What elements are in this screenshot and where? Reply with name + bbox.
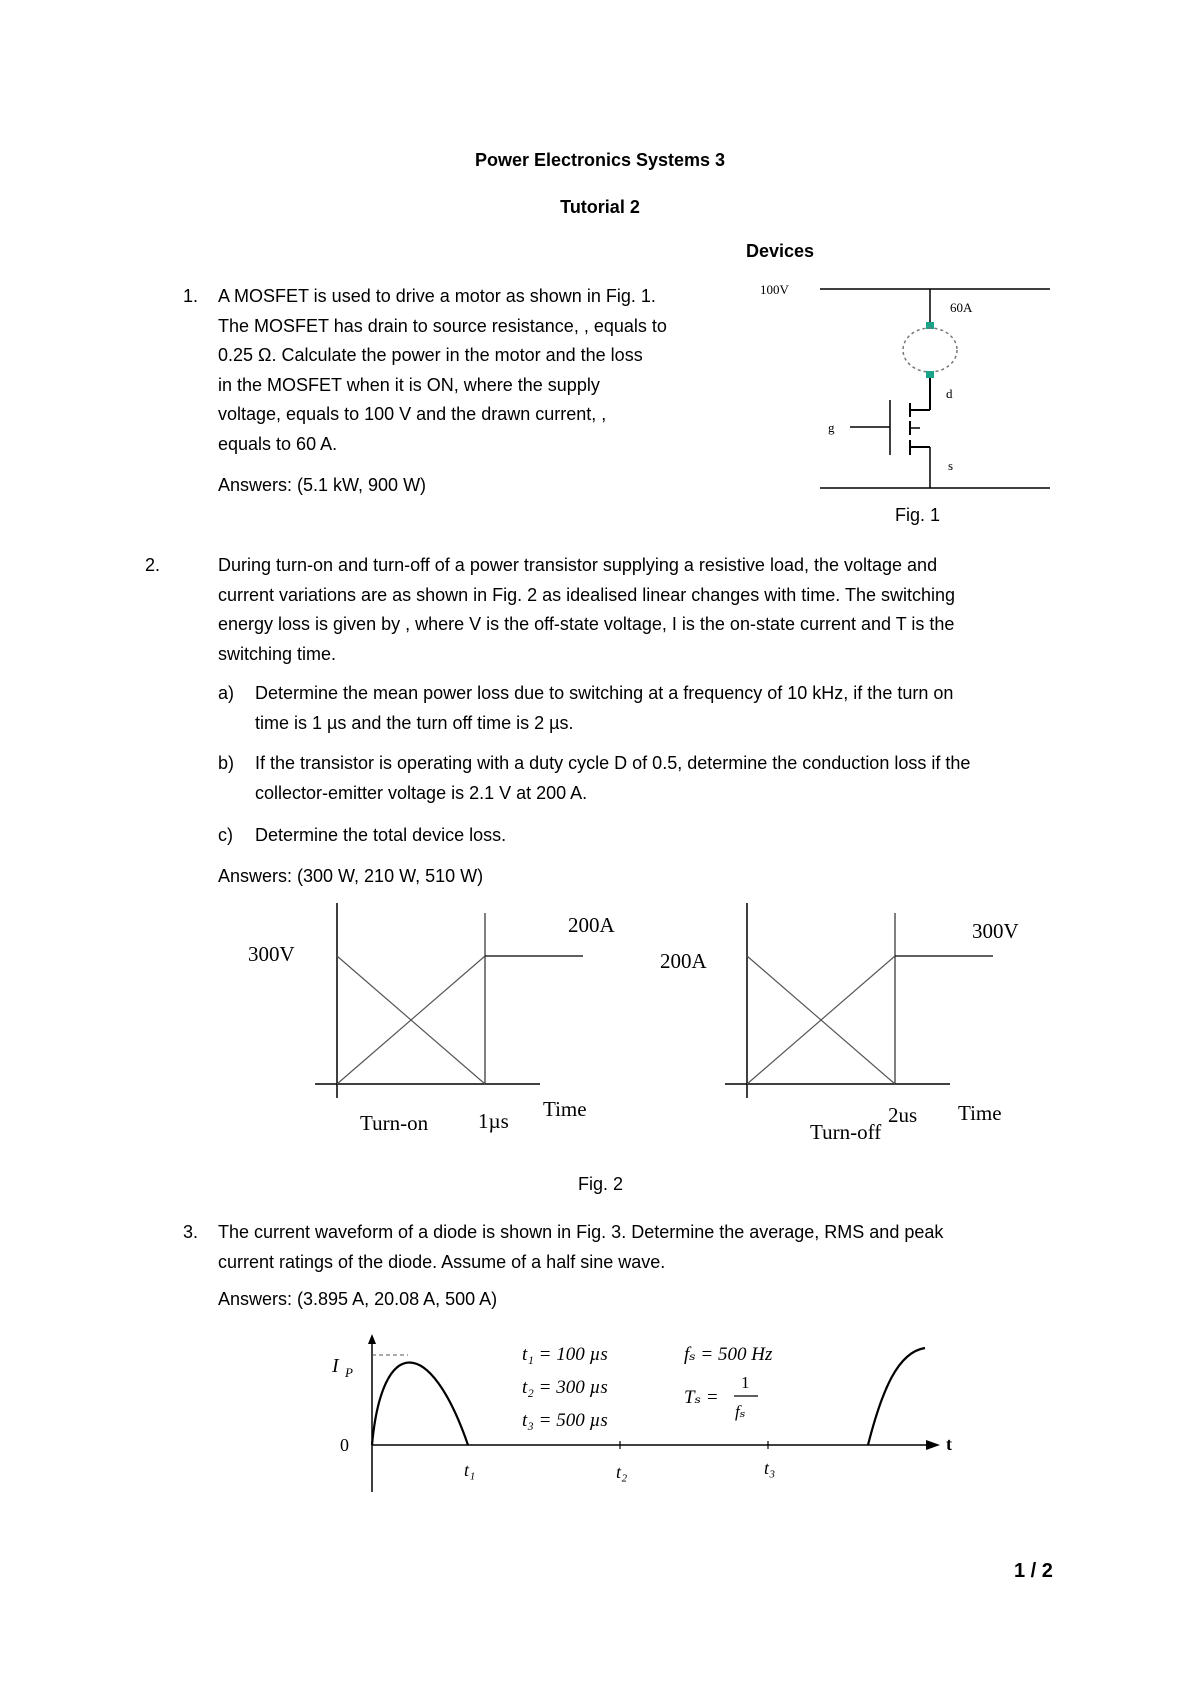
q2a-line: time is 1 µs and the turn off time is 2 µs. [255, 712, 574, 733]
ts-denominator: fₛ [735, 1402, 746, 1421]
fig2-turn-on [240, 898, 615, 1148]
motor-terminal-bottom [926, 371, 934, 378]
event-label: Turn-on [360, 1111, 429, 1135]
t3-tick-label: t₃ [764, 1458, 776, 1478]
axis-label: t [946, 1434, 952, 1454]
t1-tick-label: t₁ [464, 1460, 476, 1480]
q2-line: current variations are as shown in Fig. 2 as idealised linear changes with time. The switching [218, 584, 956, 605]
fs-equation: fₛ = 500 Hz [684, 1344, 773, 1365]
motor-symbol [903, 328, 957, 372]
fig2-caption: Fig. 2 [578, 1174, 624, 1194]
fig1-circuit [750, 275, 1060, 505]
q2c-label: c) [218, 825, 233, 845]
q3-line: current ratings of the diode. Assume of a half sine wave. [218, 1251, 666, 1272]
page-number: 1 / 2 [1014, 1560, 1053, 1582]
ts-numerator: 1 [741, 1373, 750, 1392]
t1-equation: t₁ = 100 µs [522, 1344, 608, 1365]
current-label: 200A [660, 949, 707, 973]
time-value-label: 2us [888, 1103, 918, 1127]
q2b-label: b) [218, 753, 235, 773]
q1-line: A MOSFET is used to drive a motor as shown in Fig. 1. [218, 286, 656, 306]
current-label: 60A [950, 300, 973, 315]
q2-line: energy loss is given by , where V is the off-state voltage, I is the on-state current and T is the [218, 614, 955, 634]
q2a-label: a) [218, 683, 235, 703]
q1-line: voltage, equals to 100 V and the drawn current, , [218, 404, 607, 424]
peak-label: I [332, 1355, 339, 1377]
zero-label: 0 [340, 1435, 349, 1455]
q2c-text [255, 821, 1070, 851]
peak-subscript: P [345, 1365, 353, 1380]
q1-line: The MOSFET has drain to source resistance, , equals to [218, 315, 667, 336]
next-pulse [868, 1348, 925, 1445]
q3-number: 3. [183, 1222, 199, 1242]
fig3-waveform [320, 1330, 960, 1500]
event-label: Turn-off [810, 1120, 882, 1144]
q2b-text [255, 749, 1070, 808]
q1-text [218, 282, 714, 459]
ts-equation-lhs: Tₛ = [684, 1387, 719, 1408]
q2-line: switching time. [218, 643, 337, 664]
t3-equation: t₃ = 500 µs [522, 1410, 608, 1431]
source-label: s [948, 458, 954, 473]
q2-answers: Answers: (300 W, 210 W, 510 W) [218, 866, 484, 886]
section-heading: Devices [746, 241, 815, 261]
y-axis-arrow [368, 1334, 376, 1344]
time-label: Time [958, 1101, 1002, 1125]
q2c-line: Determine the total device loss. [255, 825, 507, 845]
q1-answers: Answers: (5.1 kW, 900 W) [218, 475, 427, 495]
voltage-label: 300V [248, 942, 295, 966]
q2-line: During turn-on and turn-off of a power transistor supplying a resistive load, the voltage and [218, 555, 938, 575]
supply-label: 100V [760, 282, 789, 297]
time-value-label: 1µs [478, 1109, 509, 1133]
t2-equation: t₂ = 300 µs [522, 1377, 608, 1398]
drain-label: d [946, 386, 953, 401]
fig1-caption: Fig. 1 [895, 505, 941, 525]
half-sine-pulse [372, 1363, 468, 1446]
q2a-line: Determine the mean power loss due to switching at a frequency of 10 kHz, if the turn on [255, 683, 954, 703]
gate-label: g [828, 420, 835, 435]
page-subtitle: Tutorial 2 [560, 197, 640, 217]
current-label: 200A [568, 913, 615, 937]
q3-line: The current waveform of a diode is shown in Fig. 3. Determine the average, RMS and peak [218, 1222, 944, 1242]
q1-number: 1. [183, 286, 199, 306]
q1-line: in the MOSFET when it is ON, where the supply [218, 374, 600, 395]
q2-number: 2. [145, 555, 161, 575]
q3-text [218, 1218, 1070, 1277]
q3-answers: Answers: (3.895 A, 20.08 A, 500 A) [218, 1289, 498, 1309]
t2-tick-label: t₂ [616, 1462, 628, 1482]
time-label: Time [543, 1097, 587, 1121]
q2b-line: If the transistor is operating with a duty cycle D of 0.5, determine the conduction loss if the [255, 753, 971, 773]
q2a-text [255, 679, 1070, 738]
page-title: Power Electronics Systems 3 [474, 150, 726, 170]
x-axis-arrow [926, 1440, 940, 1450]
q2b-line: collector-emitter voltage is 2.1 V at 200 A. [255, 782, 588, 803]
voltage-label: 300V [972, 919, 1019, 943]
q1-line: equals to 60 A. [218, 433, 338, 454]
fig2-turn-off [650, 898, 1050, 1148]
q1-line: 0.25 Ω. Calculate the power in the motor and the loss [218, 345, 643, 365]
q2-text [218, 551, 1070, 669]
